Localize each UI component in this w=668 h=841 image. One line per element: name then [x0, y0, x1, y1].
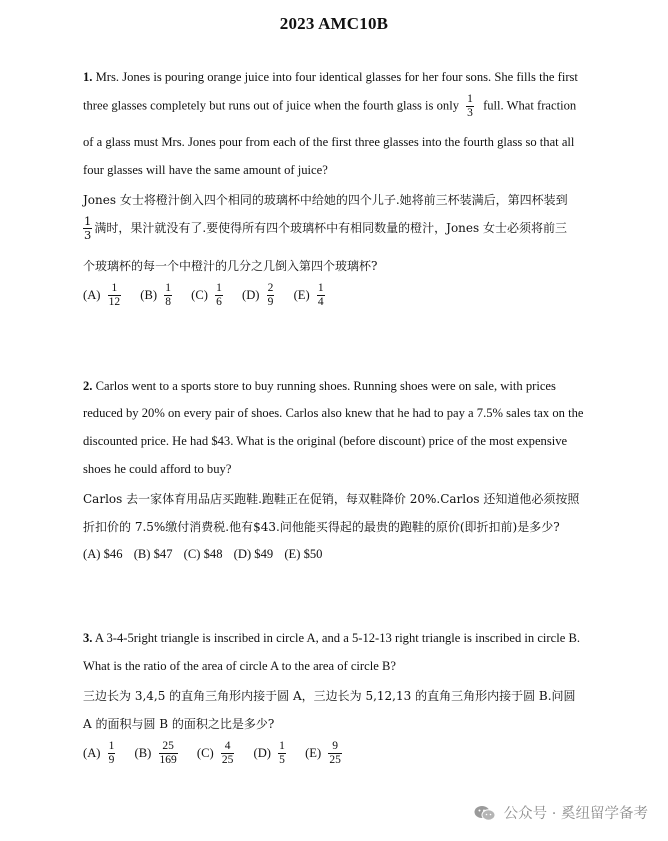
watermark [474, 802, 648, 823]
q1-choice-d[interactable]: (D) $\frac{2}{9}$ [242, 282, 274, 308]
q1-line-4: four glasses will have the same amount of juice? [83, 163, 328, 177]
q2-zh-2: 折扣价的 7.5%缴付消费税.他有$43.问他能买得起的最贵的跑鞋的原价(即折扣前)是多少? [83, 520, 560, 534]
q3-choice-b[interactable]: (B) $\frac{25}{169}$ [134, 740, 177, 766]
q2-line-3: discounted price. He had $43. What is the original (before discount) price of the most expensive [83, 434, 568, 448]
page-title: 2023 AMC10B [279, 14, 389, 33]
q2-number: 2. [83, 379, 93, 393]
q3-zh-1: 三边长为 3,4,5 的直角三角形内接于圆 A，三边长为 5,12,13 的直角三角形内接于圆 B.问圆 [83, 689, 576, 703]
q3-choice-e[interactable]: (E) $\frac{9}{25}$ [305, 740, 341, 766]
q2-choice-c[interactable]: (C) $48 [183, 547, 223, 561]
q1-line-2 [83, 93, 576, 120]
q3-choice-c[interactable]: (C) $\frac{4}{25}$ [196, 740, 234, 766]
q2-choice-d[interactable]: (D) $49 [233, 547, 274, 561]
q1-line-3: of a glass must Mrs. Jones pour from each of the first three glasses into the fourth glass so that all [83, 135, 575, 149]
q2-line-1 [83, 379, 556, 394]
q3-number: 3. [83, 631, 93, 645]
q2-line-4: shoes he could afford to buy? [83, 462, 232, 476]
q1-text-2a: three glasses completely but runs out of juice when the fourth glass is only [83, 98, 459, 113]
fraction-denominator: 3 [467, 107, 473, 119]
q1-line-1 [83, 70, 578, 85]
q1-choices [83, 282, 341, 309]
watermark-text: 公众号 · 奚纽留学备考 [503, 806, 648, 822]
q1-zh-2 [83, 215, 567, 242]
q1-zh-3: 个玻璃杯的每一个中橙汁的几分之几倒入第四个玻璃杯? [83, 259, 378, 273]
q1-choice-b[interactable]: (B) $\frac{1}{8}$ [140, 282, 171, 308]
q1-fraction [466, 93, 474, 120]
q1-zh-fraction [83, 215, 92, 242]
q2-text-1: Carlos went to a sports store to buy running shoes. Running shoes were on sale, with prices [95, 379, 556, 393]
q1-zh-1: Jones 女士将橙汁倒入四个相同的玻璃杯中给她的四个儿子.她将前三杯装满后，第四杯装到 [83, 193, 568, 207]
q1-choice-e[interactable]: (E) $\frac{1}{4}$ [293, 282, 324, 308]
q1-number: 1. [83, 70, 93, 84]
q3-line-2: What is the ratio of the area of circle A to the area of circle B? [83, 659, 396, 673]
q2-choice-b[interactable]: (B) $47 [133, 547, 173, 561]
fraction-numerator: 1 [84, 214, 92, 228]
q3-choice-d[interactable]: (D) $\frac{1}{5}$ [253, 740, 285, 766]
q2-choice-e[interactable]: (E) $50 [284, 547, 323, 561]
q1-text-2b: full. What fraction [483, 98, 577, 113]
fraction-numerator: 1 [467, 93, 473, 105]
q2-choices [83, 547, 330, 562]
q1-choice-a[interactable]: (A) $\frac{1}{12}$ [83, 282, 121, 308]
q3-text-1: A 3-4-5right triangle is inscribed in circle A, and a 5-12-13 right triangle is inscribed in circle B. [94, 631, 581, 645]
q2-line-2: reduced by 20% on every pair of shoes. Carlos also knew that he had to pay a 7.5% sales tax on the [83, 406, 584, 420]
q1-text-1: Mrs. Jones is pouring orange juice into four identical glasses for her four sons. She fills the first [95, 70, 578, 84]
wechat-icon [474, 805, 496, 821]
q3-choices [83, 740, 358, 767]
q1-zh-text-2: 满时，果汁就没有了.要使得所有四个玻璃杯中有相同数量的橙汁，Jones 女士必须将前三 [94, 221, 567, 235]
q3-zh-2: A 的面积与圆 B 的面积之比是多少? [83, 717, 275, 731]
q2-choice-a[interactable]: (A) $46 [83, 547, 123, 561]
q3-choice-a[interactable]: (A) $\frac{1}{9}$ [83, 740, 115, 766]
q1-choice-c[interactable]: (C) $\frac{1}{6}$ [191, 282, 222, 308]
q2-zh-1: Carlos 去一家体育用品店买跑鞋.跑鞋正在促销，每双鞋降价 20%.Carlos 还知道他必须按照 [83, 492, 580, 506]
fraction-denominator: 3 [84, 228, 92, 242]
q3-line-1 [83, 631, 580, 646]
